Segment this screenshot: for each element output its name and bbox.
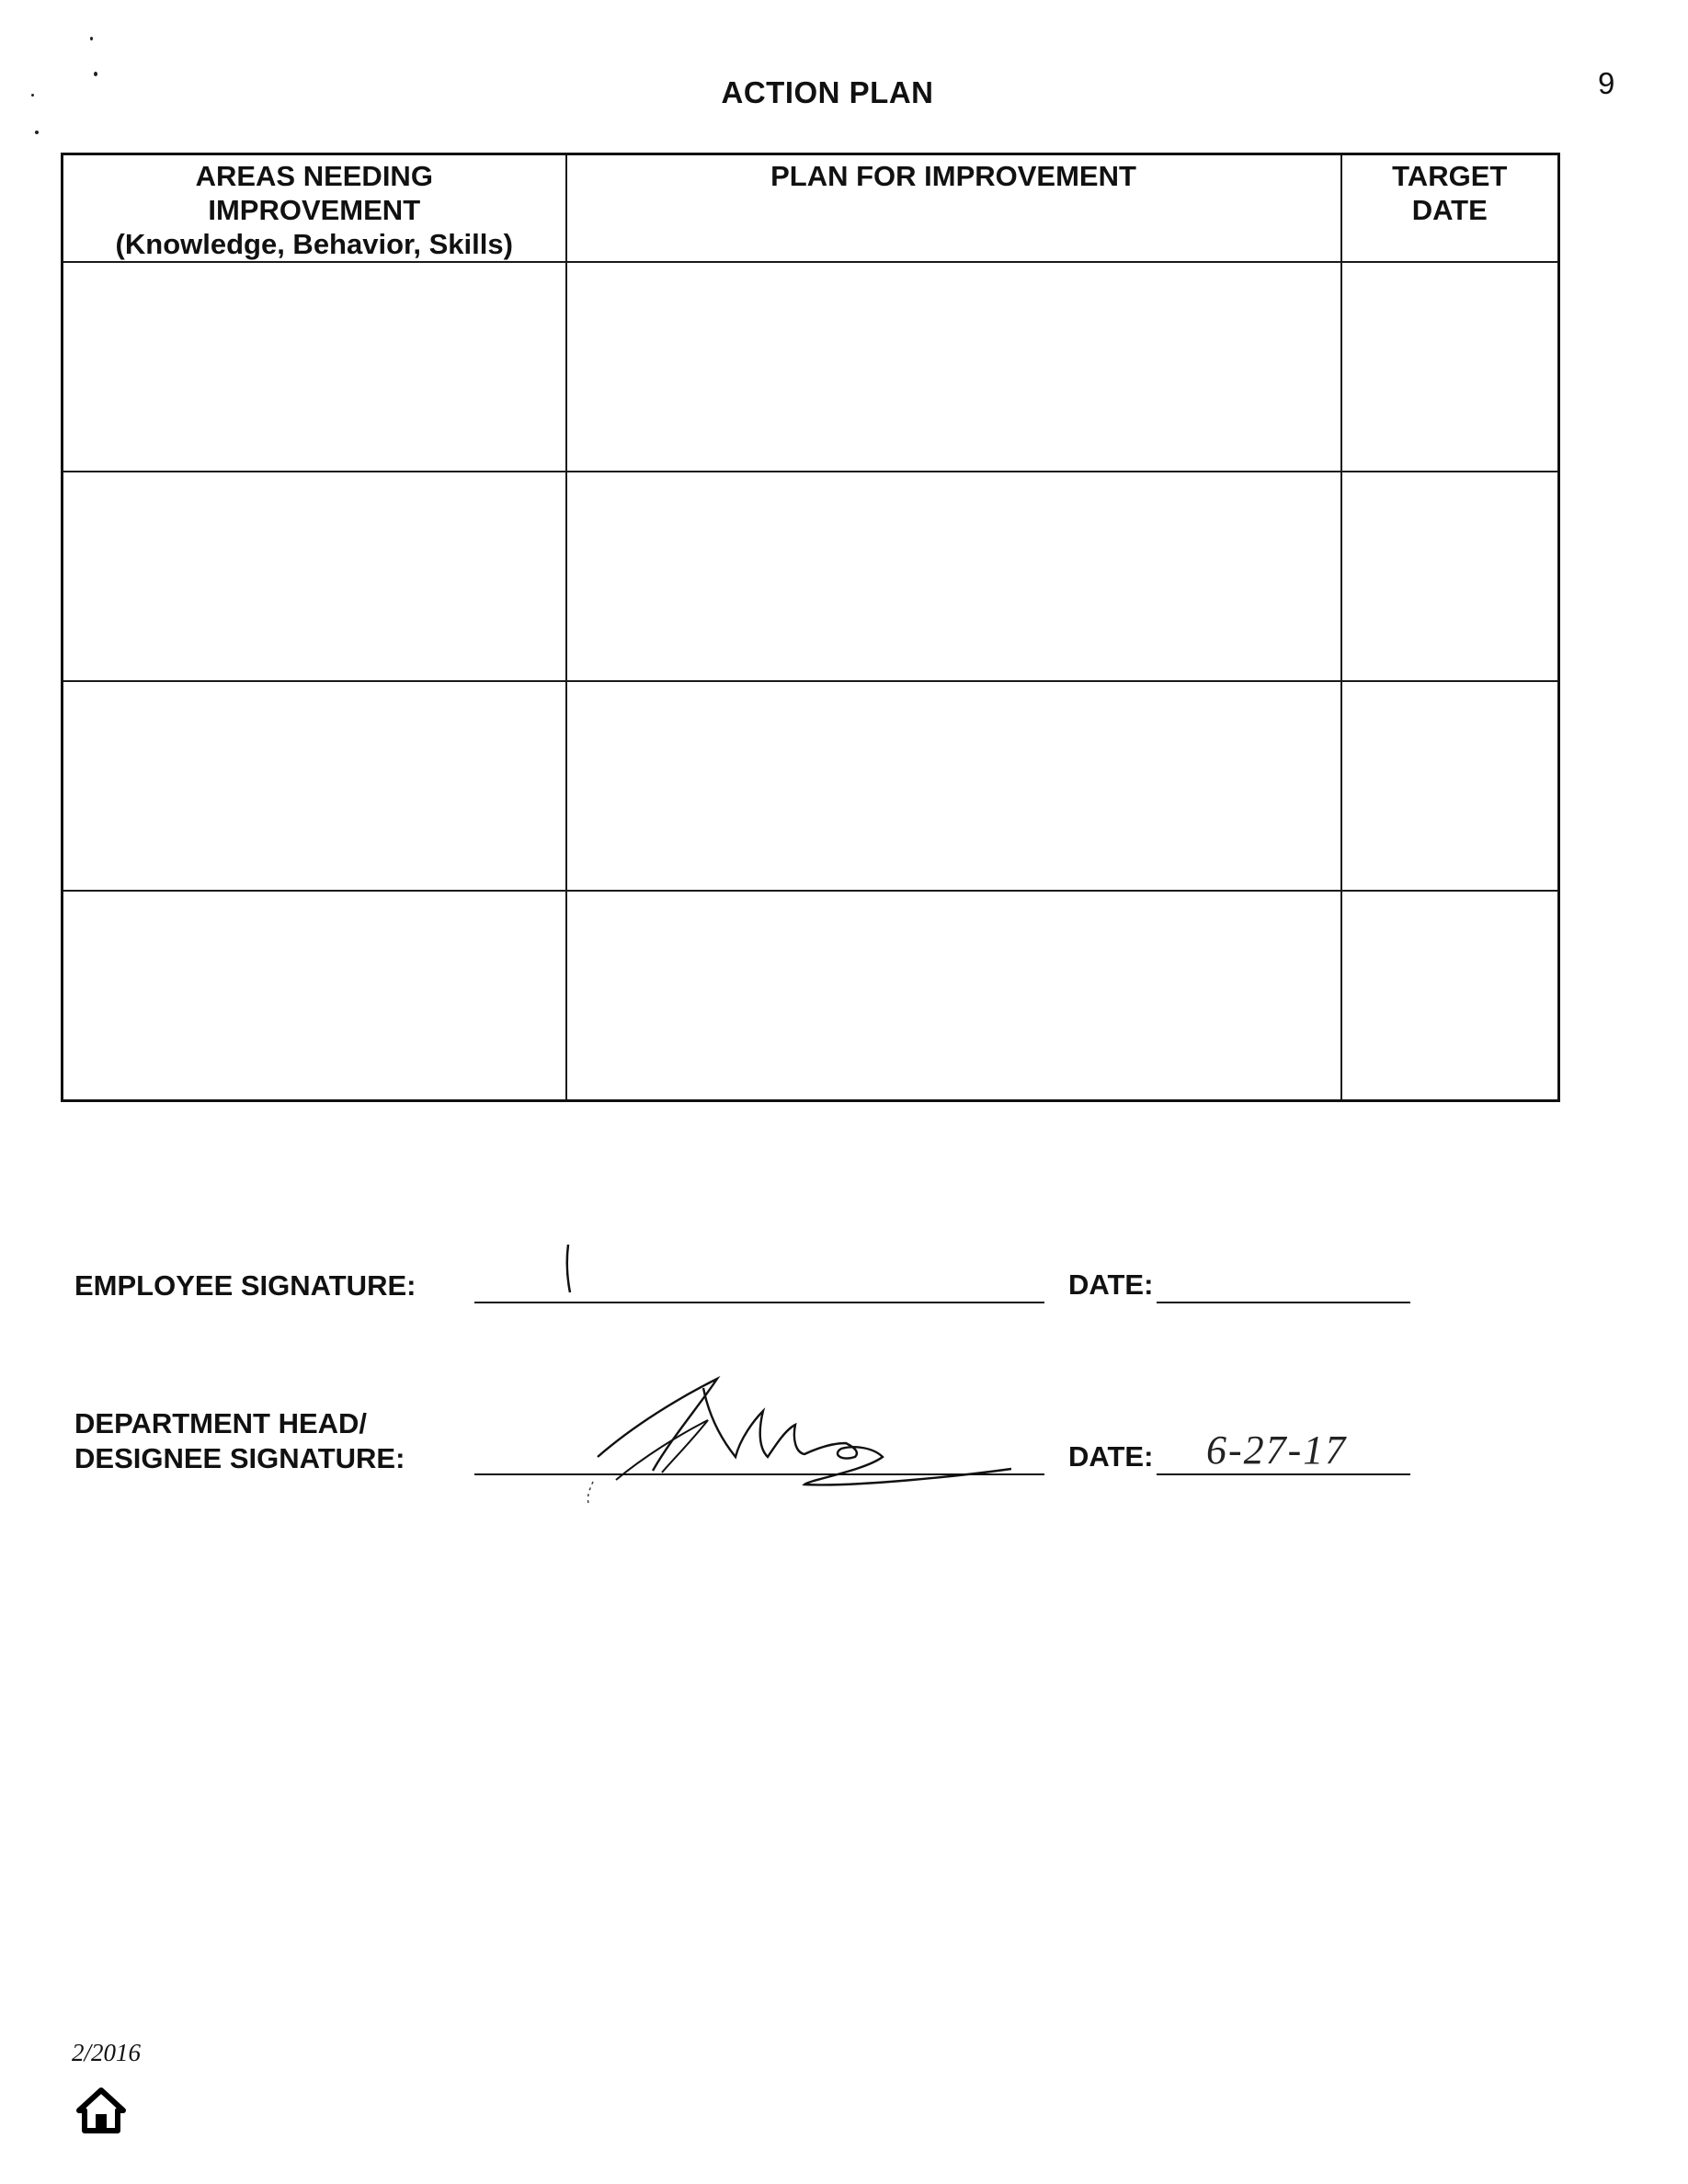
employee-signature-line[interactable]	[474, 1302, 1044, 1303]
area-cell[interactable]	[63, 262, 566, 472]
home-icon[interactable]	[75, 2085, 127, 2136]
department-head-label-line1: DEPARTMENT HEAD/	[74, 1407, 368, 1439]
header-line: TARGET	[1392, 160, 1508, 192]
area-cell[interactable]	[63, 891, 566, 1100]
scan-speck	[31, 94, 34, 97]
target-date-cell[interactable]	[1341, 262, 1559, 472]
plan-cell[interactable]	[566, 472, 1341, 681]
department-head-date-label: DATE:	[1068, 1440, 1154, 1473]
target-date-cell[interactable]	[1341, 472, 1559, 681]
area-cell[interactable]	[63, 681, 566, 891]
plan-cell[interactable]	[566, 681, 1341, 891]
employee-date-line[interactable]	[1157, 1302, 1410, 1303]
table-row	[63, 681, 1559, 891]
scan-speck	[94, 72, 97, 76]
employee-signature-label: EMPLOYEE SIGNATURE:	[74, 1269, 416, 1302]
header-areas-needing-improvement	[63, 154, 566, 263]
department-head-date-line[interactable]	[1157, 1473, 1410, 1475]
department-head-date-value: 6-27-17	[1206, 1428, 1348, 1473]
header-target-date	[1341, 154, 1559, 263]
target-date-cell[interactable]	[1341, 891, 1559, 1100]
action-plan-table	[61, 153, 1560, 1102]
scan-speck	[35, 131, 39, 134]
target-date-cell[interactable]	[1341, 681, 1559, 891]
scan-speck	[90, 37, 93, 40]
page-number: 9	[1598, 66, 1615, 100]
plan-cell[interactable]	[566, 891, 1341, 1100]
plan-cell[interactable]	[566, 262, 1341, 472]
employee-date-label: DATE:	[1068, 1268, 1154, 1301]
revision-date: 2/2016	[72, 2039, 142, 2066]
table-row	[63, 891, 1559, 1100]
page-title: ACTION PLAN	[721, 75, 934, 109]
department-head-signature	[579, 1370, 1094, 1517]
table-row	[63, 472, 1559, 681]
header-line: DATE	[1411, 194, 1488, 226]
area-cell[interactable]	[63, 472, 566, 681]
employee-signature-mark	[552, 1241, 588, 1296]
header-plan-for-improvement	[566, 154, 1341, 263]
header-line: AREAS NEEDING	[195, 160, 433, 192]
header-line: PLAN FOR IMPROVEMENT	[770, 160, 1136, 192]
table-header-row	[63, 154, 1559, 263]
header-line: IMPROVEMENT	[208, 194, 421, 226]
header-line: (Knowledge, Behavior, Skills)	[115, 228, 513, 260]
department-head-label-line2: DESIGNEE SIGNATURE:	[74, 1442, 405, 1474]
table-row	[63, 262, 1559, 472]
